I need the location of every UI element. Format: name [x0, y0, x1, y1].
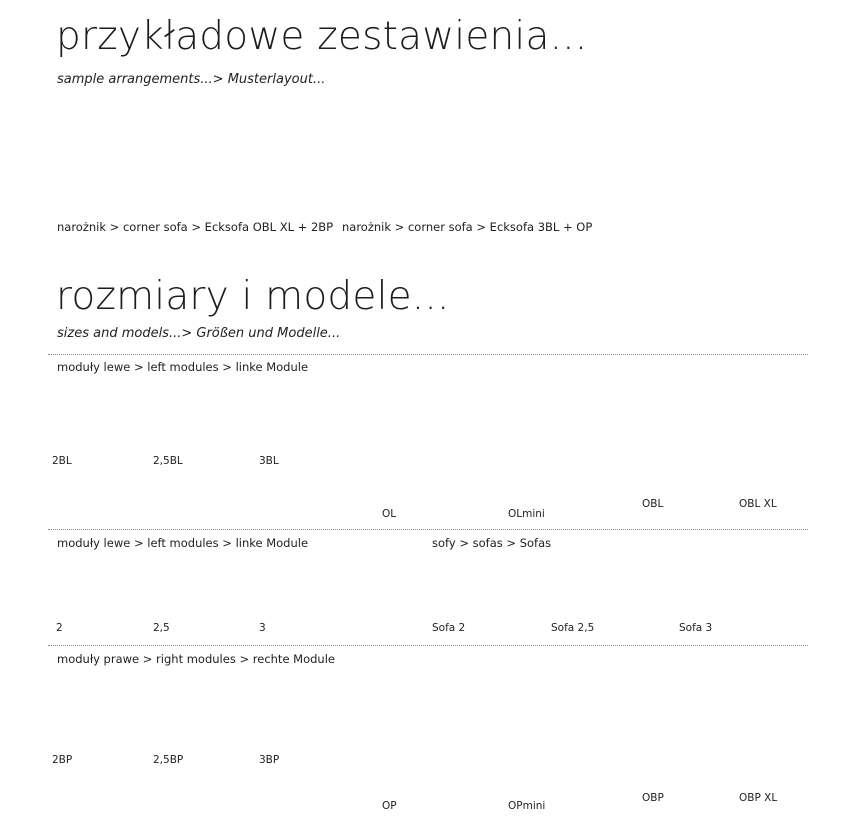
- module-name: OPmini: [508, 800, 546, 812]
- module-name: 2: [56, 622, 63, 634]
- dim-text: 125: [766, 767, 782, 776]
- section-3-label: moduły prawe > right modules > rechte Module: [57, 652, 335, 666]
- dim-text: 184: [182, 673, 198, 682]
- sizes-title: rozmiary i modele...: [56, 274, 450, 319]
- dim-text: 108: [413, 584, 422, 600]
- dim-text: 164: [82, 381, 98, 390]
- divider: [48, 529, 808, 530]
- dim-text: 203: [457, 430, 466, 446]
- dim-text: 100: [554, 673, 570, 682]
- arrangement-2-caption: narożnik > corner sofa > Ecksofa 3BL + OP: [342, 220, 593, 234]
- page-title: przykładowe zestawienia...: [56, 14, 588, 59]
- section-1-label: moduły lewe > left modules > linke Module: [57, 360, 309, 374]
- divider: [48, 354, 808, 355]
- section-2-label-right: sofy > sofas > Sofas: [432, 536, 552, 550]
- dim-text: 112: [500, 203, 516, 212]
- dim-text: 59: [345, 594, 354, 605]
- dim-text: 114: [424, 789, 440, 798]
- dim-text: 207: [587, 559, 603, 568]
- dim-text: 39(55): [290, 126, 317, 135]
- module-name: OBL: [642, 498, 664, 510]
- dim-text: 123: [766, 379, 782, 388]
- dim-text: 128: [805, 418, 814, 434]
- dim-text: 92: [385, 757, 394, 768]
- dim-text: 181: [293, 559, 309, 568]
- dim-text: 45: [597, 147, 606, 158]
- dim-text: 220: [507, 424, 516, 440]
- dim-text: 187: [463, 559, 479, 568]
- dim-text: 70: [798, 165, 807, 176]
- dim-text: 103: [664, 379, 680, 388]
- dim-text: 123: [108, 198, 124, 207]
- section-2-label-left: moduły lewe > left modules > linke Module: [57, 536, 309, 550]
- dim-text: 170: [733, 712, 742, 728]
- dim-text: 108: [37, 584, 46, 600]
- dim-text: 123: [766, 673, 782, 682]
- dim-text: 204: [298, 381, 314, 390]
- dim-text: 310: [426, 94, 442, 103]
- dim-text: 227: [723, 559, 739, 568]
- dim-text: 105: [662, 767, 678, 776]
- module-name: 3: [259, 622, 266, 634]
- module-name: OBP: [642, 792, 664, 804]
- module-name: Sofa 2,5: [551, 622, 595, 634]
- module-name: Sofa 2: [432, 622, 466, 634]
- dim-text: 204: [298, 673, 314, 682]
- page-subtitle: sample arrangements...> Musterlayout...: [57, 72, 326, 87]
- dim-text: 92: [525, 757, 534, 768]
- divider: [48, 645, 808, 646]
- dim-text: 161: [177, 559, 193, 568]
- module-name: OLmini: [508, 508, 545, 520]
- module-name: OBL XL: [739, 498, 777, 510]
- dim-text: 245: [379, 722, 388, 738]
- module-name: OP: [382, 800, 397, 812]
- dim-text: 114: [554, 484, 570, 493]
- dim-text: 105: [662, 473, 678, 482]
- dim-text: 170: [633, 712, 642, 728]
- dim-text: 128: [698, 418, 707, 434]
- dim-text: 100: [424, 673, 440, 682]
- module-name: 2BP: [52, 754, 73, 766]
- dim-text: 170: [733, 416, 742, 432]
- dim-text: 184: [182, 381, 198, 390]
- dim-text: 100: [424, 379, 440, 388]
- dim-text: 164: [82, 673, 98, 682]
- module-name: OBP XL: [739, 792, 778, 804]
- dim-text: 141: [73, 559, 89, 568]
- dim-text: 100: [554, 379, 570, 388]
- dim-text: 114: [424, 495, 440, 504]
- dim-text: 125: [766, 473, 782, 482]
- dim-text: 65: [308, 140, 319, 149]
- dim-text: 108: [734, 202, 750, 211]
- module-name: Sofa 3: [679, 622, 713, 634]
- module-name: 3BP: [259, 754, 280, 766]
- dim-text: 92: [525, 463, 534, 474]
- dim-text: 92: [385, 461, 394, 472]
- module-name: 2,5: [153, 622, 170, 634]
- sizes-subtitle: sizes and models...> Größen und Modelle...: [57, 326, 341, 341]
- module-name: 2,5BL: [153, 455, 183, 467]
- module-name: 2BL: [52, 455, 72, 467]
- dim-text: 108: [39, 404, 48, 420]
- dim-text: 287: [170, 95, 186, 104]
- dim-text: 114: [554, 778, 570, 787]
- dim-text: 108: [39, 696, 48, 712]
- dim-text: 170: [84, 95, 100, 104]
- arrangement-1-caption: narożnik > corner sofa > Ecksofa OBL XL + 2BP: [57, 220, 334, 234]
- dim-text: 220: [507, 718, 516, 734]
- dim-text: 170: [633, 416, 642, 432]
- module-name: 3BL: [259, 455, 279, 467]
- dim-text: 245: [379, 428, 388, 444]
- dim-text: 245: [518, 94, 534, 103]
- module-name: 2,5BP: [153, 754, 184, 766]
- module-name: OL: [382, 508, 397, 520]
- dim-text: 84(100): [816, 170, 825, 202]
- dim-text: 178: [588, 432, 597, 448]
